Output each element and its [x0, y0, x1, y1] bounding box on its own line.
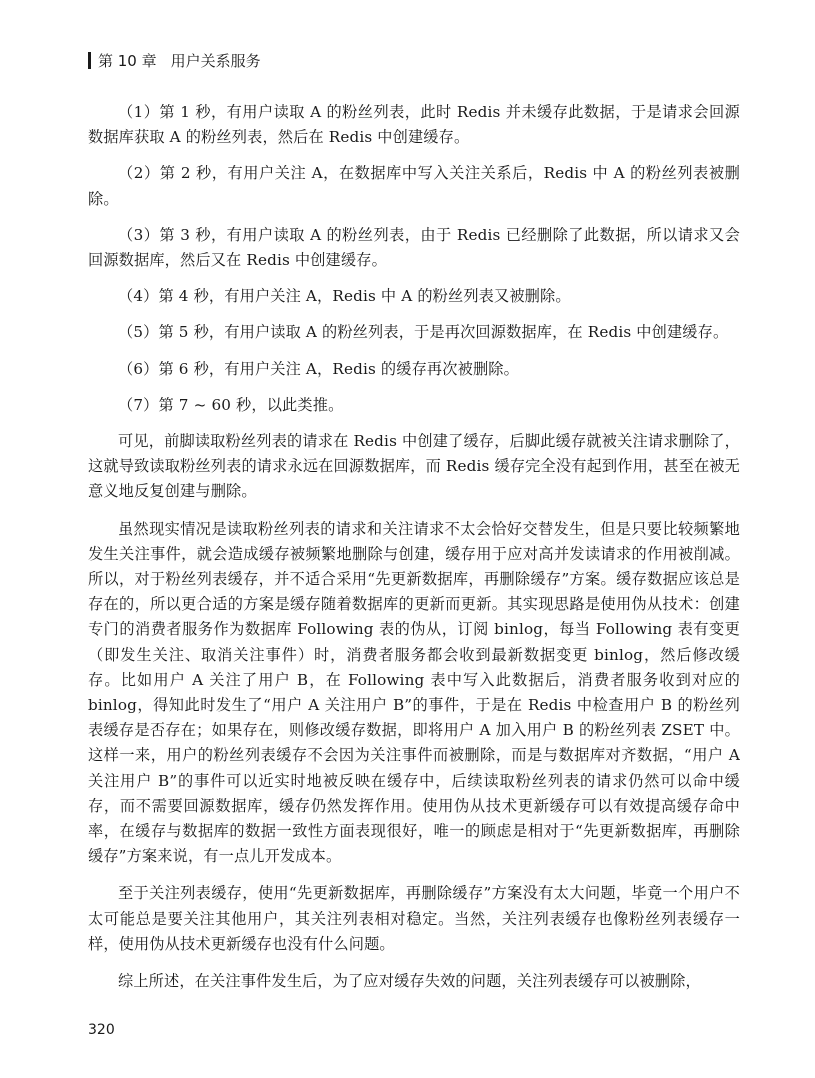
chapter-number: 第 10 章 [98, 52, 157, 70]
page-number: 320 [88, 1022, 115, 1038]
running-head [88, 50, 261, 71]
paragraph-conclusion: 综上所述，在关注事件发生后，为了应对缓存失效的问题，关注列表缓存可以被删除， [118, 972, 701, 991]
paragraph-summary: 可见，前脚读取粉丝列表的请求在 Redis 中创建了缓存，后脚此缓存就被关注请求删除了，这就导致读取粉丝列表的请求永远在回源数据库，而 Redis 缓存完全没有起到作用，甚至在被无意义地反复创建与删除。 [88, 432, 740, 501]
chapter-title: 用户关系服务 [170, 52, 261, 70]
list-item-7: （7）第 7 ~ 60 秒，以此类推。 [118, 395, 344, 414]
header-rule-bar [88, 52, 91, 69]
list-item-1: （1）第 1 秒，有用户读取 A 的粉丝列表，此时 Redis 并未缓存此数据，于是请求会回源数据库获取 A 的粉丝列表，然后在 Redis 中创建缓存。 [88, 103, 740, 147]
body-text [88, 100, 740, 1006]
list-item-2: （2）第 2 秒，有用户关注 A，在数据库中写入关注关系后，Redis 中 A 的粉丝列表被删除。 [88, 164, 740, 208]
list-item-4: （4）第 4 秒，有用户关注 A，Redis 中 A 的粉丝列表又被删除。 [118, 287, 571, 306]
paragraph-pseudo-slave: 虽然现实情况是读取粉丝列表的请求和关注请求不太会恰好交替发生，但是只要比较频繁地发生关注事件，就会造成缓存被频繁地删除与创建，缓存用于应对高并发读请求的作用被削减。所以，对于粉丝列表缓存，并不适合采用“先更新数据库，再删除缓存”方案。缓存数据应该总是存在的，所以更合适的方案是缓存随着数据库的更新而更新。其实现思路是使用伪从技术：创建专门的消费者服务作为数据库 Following 表的伪从，订阅 binlog，每当 Following 表有变更（即发生关注、取消关注事件）时，消费者服务都会收到最新数据变更 binlog，然后修改缓存。比如用户 A 关注了用户 B，在 Following 表中写入此数据后，消费者服务收到对应的 binlog，得知此时发生了“用户 A 关注用户 B”的事件，于是在 Redis 中检查用户 B 的粉丝列表缓存是否存在；如果存在，则修改缓存数据，即将用户 A 加入用户 B 的粉丝列表 ZSET 中。这样一来，用户的粉丝列表缓存不会因为关注事件而被删除，而是与数据库对齐数据，“用户 A 关注用户 B”的事件可以近实时地被反映在缓存中，后续读取粉丝列表的请求仍然可以命中缓存，而不需要回源数据库，缓存仍然发挥作用。使用伪从技术更新缓存可以有效提高缓存命中率，在缓存与数据库的数据一致性方面表现很好，唯一的顾虑是相对于“先更新数据库，再删除缓存”方案来说，有一点儿开发成本。 [88, 519, 740, 866]
list-item-3: （3）第 3 秒，有用户读取 A 的粉丝列表，由于 Redis 已经删除了此数据，所以请求又会回源数据库，然后又在 Redis 中创建缓存。 [88, 225, 740, 270]
list-item-5: （5）第 5 秒，有用户读取 A 的粉丝列表，于是再次回源数据库，在 Redis 中创建缓存。 [118, 323, 729, 342]
list-item-6: （6）第 6 秒，有用户关注 A，Redis 的缓存再次被删除。 [118, 359, 519, 378]
paragraph-following-cache: 至于关注列表缓存，使用“先更新数据库，再删除缓存”方案没有太大问题，毕竟一个用户不太可能总是要关注其他用户，其关注列表相对稳定。当然，关注列表缓存也像粉丝列表缓存一样，使用伪从技术更新缓存也没有什么问题。 [88, 884, 740, 953]
